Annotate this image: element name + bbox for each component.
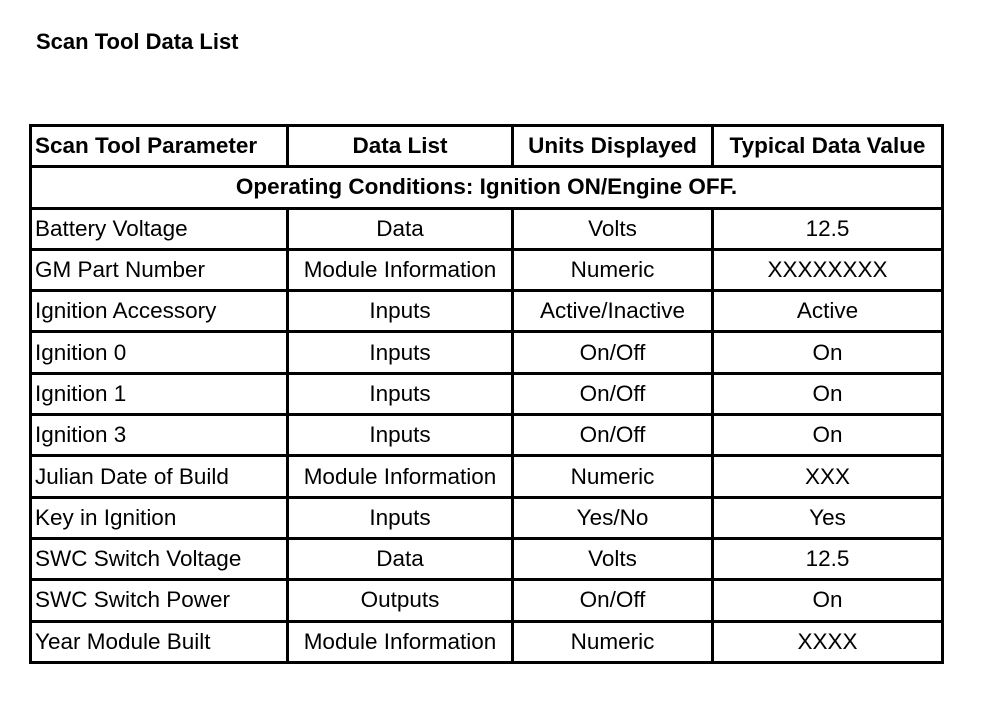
cell-parameter: GM Part Number: [32, 251, 286, 289]
cell-typical-value: Yes: [714, 499, 941, 537]
cell-data-list: Outputs: [289, 581, 511, 619]
page-title: Scan Tool Data List: [36, 29, 239, 54]
cell-typical-value: 12.5: [714, 210, 941, 248]
operating-conditions: Operating Conditions: Ignition ON/Engine OFF.: [32, 168, 941, 206]
table-row: [32, 540, 941, 578]
scan-tool-data-table: [29, 124, 944, 664]
table-row: [32, 623, 941, 661]
table-row: [32, 251, 941, 289]
header-typical-data-value: Typical Data Value: [714, 127, 941, 165]
cell-units: Volts: [514, 210, 711, 248]
cell-parameter: Ignition 0: [32, 333, 286, 371]
cell-data-list: Inputs: [289, 375, 511, 413]
table-header-row: [32, 127, 941, 165]
cell-typical-value: 12.5: [714, 540, 941, 578]
cell-typical-value: Active: [714, 292, 941, 330]
table-row: [32, 581, 941, 619]
cell-data-list: Module Information: [289, 251, 511, 289]
cell-units: Volts: [514, 540, 711, 578]
cell-units: Numeric: [514, 457, 711, 495]
cell-parameter: Julian Date of Build: [32, 457, 286, 495]
cell-units: Numeric: [514, 251, 711, 289]
cell-parameter: Key in Ignition: [32, 499, 286, 537]
cell-parameter: Ignition 1: [32, 375, 286, 413]
cell-units: Yes/No: [514, 499, 711, 537]
cell-typical-value: XXX: [714, 457, 941, 495]
cell-units: On/Off: [514, 375, 711, 413]
cell-typical-value: On: [714, 581, 941, 619]
table-row: [32, 210, 941, 248]
cell-typical-value: XXXXXXXX: [714, 251, 941, 289]
table-row: [32, 457, 941, 495]
cell-parameter: Ignition Accessory: [32, 292, 286, 330]
cell-data-list: Inputs: [289, 292, 511, 330]
cell-typical-value: On: [714, 375, 941, 413]
cell-parameter: SWC Switch Voltage: [32, 540, 286, 578]
cell-data-list: Module Information: [289, 623, 511, 661]
cell-data-list: Data: [289, 210, 511, 248]
cell-parameter: Ignition 3: [32, 416, 286, 454]
table-row: [32, 416, 941, 454]
table-row: [32, 333, 941, 371]
cell-parameter: Battery Voltage: [32, 210, 286, 248]
cell-data-list: Inputs: [289, 499, 511, 537]
cell-data-list: Data: [289, 540, 511, 578]
header-scan-tool-parameter: Scan Tool Parameter: [32, 127, 286, 165]
cell-units: On/Off: [514, 581, 711, 619]
cell-units: Numeric: [514, 623, 711, 661]
cell-units: On/Off: [514, 416, 711, 454]
table-row: [32, 375, 941, 413]
cell-parameter: SWC Switch Power: [32, 581, 286, 619]
header-data-list: Data List: [289, 127, 511, 165]
cell-typical-value: On: [714, 333, 941, 371]
cell-typical-value: On: [714, 416, 941, 454]
cell-data-list: Inputs: [289, 416, 511, 454]
operating-conditions-row: [32, 168, 941, 206]
table-row: [32, 499, 941, 537]
cell-data-list: Inputs: [289, 333, 511, 371]
header-units-displayed: Units Displayed: [514, 127, 711, 165]
cell-parameter: Year Module Built: [32, 623, 286, 661]
table-body: [32, 210, 941, 661]
cell-data-list: Module Information: [289, 457, 511, 495]
cell-typical-value: XXXX: [714, 623, 941, 661]
table-row: [32, 292, 941, 330]
cell-units: On/Off: [514, 333, 711, 371]
cell-units: Active/Inactive: [514, 292, 711, 330]
